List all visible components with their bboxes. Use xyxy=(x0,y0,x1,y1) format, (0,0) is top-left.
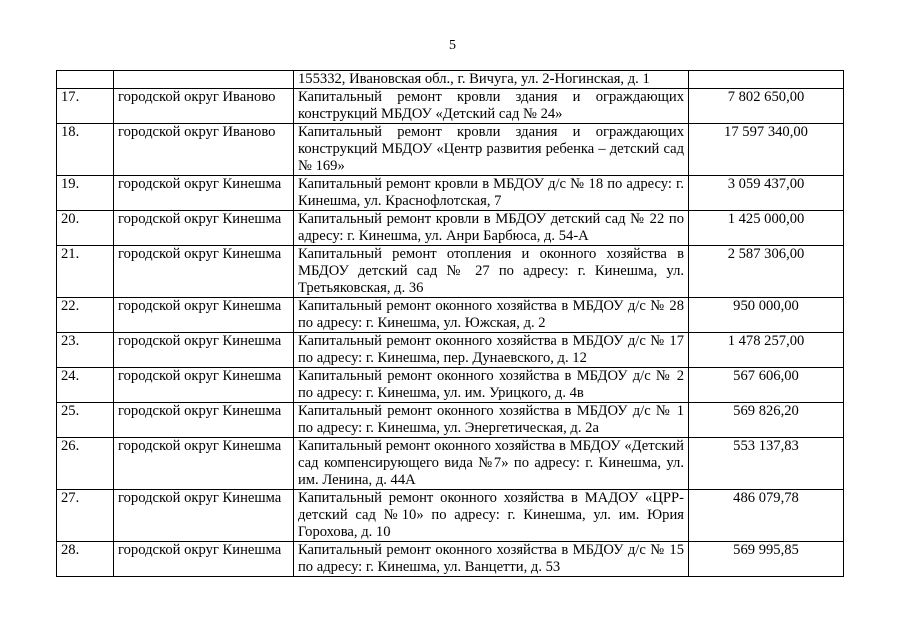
table-row xyxy=(57,211,844,246)
table-row xyxy=(57,403,844,438)
row-amount: 569 995,85 xyxy=(689,542,844,577)
row-number: 17. xyxy=(57,89,114,124)
table-row xyxy=(57,438,844,490)
table-row xyxy=(57,246,844,298)
row-number xyxy=(57,71,114,89)
table-row xyxy=(57,298,844,333)
row-description: Капитальный ремонт оконного хозяйства в МБДОУ д/с № 1 по адресу: г. Кинешма, ул. Энергетическая, д. 2а xyxy=(294,403,689,438)
table-row xyxy=(57,176,844,211)
row-municipality: городской округ Кинешма xyxy=(114,438,294,490)
row-number: 19. xyxy=(57,176,114,211)
row-number: 18. xyxy=(57,124,114,176)
funding-table xyxy=(56,70,844,577)
row-amount: 567 606,00 xyxy=(689,368,844,403)
row-amount: 1 478 257,00 xyxy=(689,333,844,368)
row-number: 24. xyxy=(57,368,114,403)
row-municipality: городской округ Иваново xyxy=(114,89,294,124)
row-municipality: городской округ Иваново xyxy=(114,124,294,176)
table-row xyxy=(57,89,844,124)
row-number: 27. xyxy=(57,490,114,542)
row-amount: 7 802 650,00 xyxy=(689,89,844,124)
row-description: Капитальный ремонт кровли в МБДОУ д/с № 18 по адресу: г. Кинешма, ул. Краснофлотская, 7 xyxy=(294,176,689,211)
row-number: 23. xyxy=(57,333,114,368)
table-row xyxy=(57,124,844,176)
row-description: Капитальный ремонт оконного хозяйства в МБДОУ д/с № 17 по адресу: г. Кинешма, пер. Дунаевского, д. 12 xyxy=(294,333,689,368)
row-amount: 1 425 000,00 xyxy=(689,211,844,246)
row-municipality: городской округ Кинешма xyxy=(114,333,294,368)
row-description: Капитальный ремонт кровли здания и ограждающих конструкций МБДОУ «Центр развития ребенка – детский сад № 169» xyxy=(294,124,689,176)
row-amount: 950 000,00 xyxy=(689,298,844,333)
table-body xyxy=(57,71,844,577)
row-description: Капитальный ремонт кровли в МБДОУ детский сад № 22 по адресу: г. Кинешма, ул. Анри Барбюса, д. 54-А xyxy=(294,211,689,246)
row-number: 28. xyxy=(57,542,114,577)
row-municipality: городской округ Кинешма xyxy=(114,176,294,211)
row-number: 22. xyxy=(57,298,114,333)
row-municipality: городской округ Кинешма xyxy=(114,490,294,542)
table-row-continuation xyxy=(57,71,844,89)
row-description: Капитальный ремонт оконного хозяйства в МБДОУ д/с № 28 по адресу: г. Кинешма, ул. Южская, д. 2 xyxy=(294,298,689,333)
table-row xyxy=(57,368,844,403)
row-description: 155332, Ивановская обл., г. Вичуга, ул. 2-Ногинская, д. 1 xyxy=(294,71,689,89)
row-description: Капитальный ремонт кровли здания и ограждающих конструкций МБДОУ «Детский сад № 24» xyxy=(294,89,689,124)
row-municipality: городской округ Кинешма xyxy=(114,368,294,403)
row-number: 20. xyxy=(57,211,114,246)
row-municipality: городской округ Кинешма xyxy=(114,403,294,438)
table-row xyxy=(57,490,844,542)
row-description: Капитальный ремонт оконного хозяйства в МАДОУ «ЦРР-детский сад №10» по адресу: г. Кинешма, ул. им. Юрия Горохова, д. 10 xyxy=(294,490,689,542)
table-row xyxy=(57,542,844,577)
row-description: Капитальный ремонт оконного хозяйства в МБДОУ д/с № 2 по адресу: г. Кинешма, ул. им. Урицкого, д. 4в xyxy=(294,368,689,403)
row-description: Капитальный ремонт оконного хозяйства в МБДОУ д/с № 15 по адресу: г. Кинешма, ул. Ванцетти, д. 53 xyxy=(294,542,689,577)
page-number: 5 xyxy=(449,38,456,53)
row-municipality: городской округ Кинешма xyxy=(114,246,294,298)
row-amount: 486 079,78 xyxy=(689,490,844,542)
row-municipality: городской округ Кинешма xyxy=(114,542,294,577)
row-description: Капитальный ремонт отопления и оконного хозяйства в МБДОУ детский сад № 27 по адресу: г. Кинешма, ул. Третьяковская, д. 36 xyxy=(294,246,689,298)
row-amount: 17 597 340,00 xyxy=(689,124,844,176)
row-description: Капитальный ремонт оконного хозяйства в МБДОУ «Детский сад компенсирующего вида №7» по адресу: г. Кинешма, ул. им. Ленина, д. 44А xyxy=(294,438,689,490)
row-amount: 2 587 306,00 xyxy=(689,246,844,298)
row-number: 26. xyxy=(57,438,114,490)
row-municipality: городской округ Кинешма xyxy=(114,211,294,246)
row-amount xyxy=(689,71,844,89)
row-number: 21. xyxy=(57,246,114,298)
row-municipality: городской округ Кинешма xyxy=(114,298,294,333)
row-amount: 553 137,83 xyxy=(689,438,844,490)
row-amount: 3 059 437,00 xyxy=(689,176,844,211)
table-row xyxy=(57,333,844,368)
row-number: 25. xyxy=(57,403,114,438)
row-municipality xyxy=(114,71,294,89)
row-amount: 569 826,20 xyxy=(689,403,844,438)
